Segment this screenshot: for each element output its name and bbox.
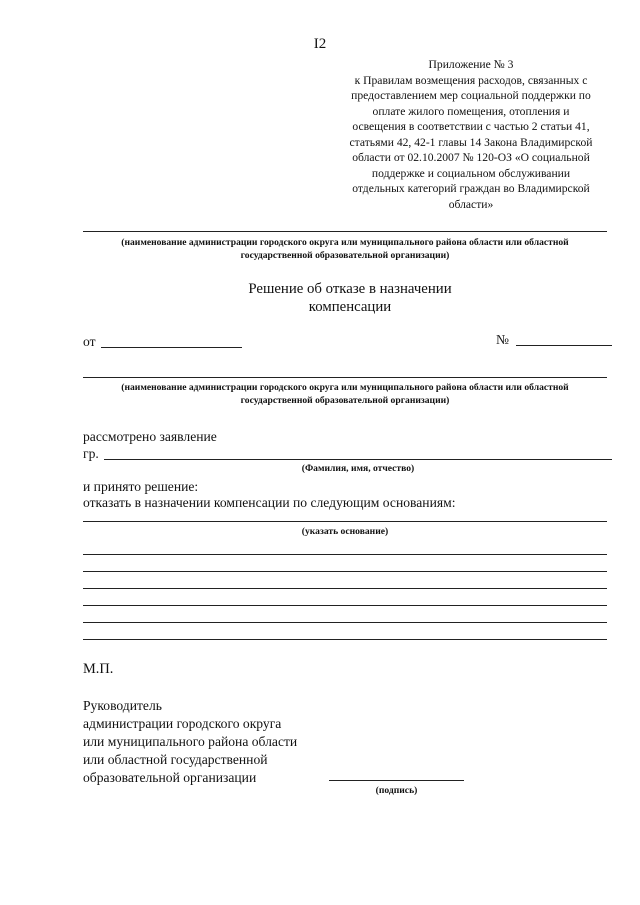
signatory-block <box>83 697 297 787</box>
organization-caption-2 <box>60 381 630 407</box>
reason-continuation-line[interactable] <box>83 588 607 589</box>
reason-continuation-line[interactable] <box>83 622 607 623</box>
reason-continuation-line[interactable] <box>83 605 607 606</box>
reason-line[interactable] <box>83 521 607 522</box>
signatory-line: администрации городского округа <box>83 716 282 731</box>
number-field-line[interactable] <box>516 345 612 346</box>
refuse-text: отказать в назначении компенсации по следующим основаниям: <box>83 495 456 510</box>
organization-caption <box>60 236 630 262</box>
organization-name-line-2[interactable] <box>83 377 607 378</box>
reason-continuation-line[interactable] <box>83 639 607 640</box>
date-label: от <box>83 334 96 349</box>
caption-line: государственной образовательной организации) <box>240 395 450 406</box>
decision-text: и принято решение: <box>83 479 199 494</box>
fio-caption: (Фамилия, имя, отчество) <box>301 463 415 474</box>
appendix-line: к Правилам возмещения расходов, связанных с <box>354 73 588 87</box>
appendix-line: отдельных категорий граждан во Владимирской <box>352 182 590 195</box>
appendix-line: статьями 42, 42-1 главы 14 Закона Владимирской <box>349 135 593 149</box>
signatory-line: или областной государственной <box>83 752 268 767</box>
considered-text: рассмотрено заявление <box>83 429 217 444</box>
appendix-line: оплате жилого помещения, отопления и <box>372 104 570 118</box>
caption-line: (наименование администрации городского округа или муниципального района области или областной <box>121 237 569 248</box>
reason-continuation-line[interactable] <box>83 571 607 572</box>
title-line: компенсации <box>308 299 392 315</box>
appendix-line: области от 02.10.2007 № 120-ОЗ «О социальной <box>352 151 590 164</box>
seal-label: М.П. <box>83 661 114 677</box>
reason-caption: (указать основание) <box>301 526 389 537</box>
caption-line: государственной образовательной организации) <box>240 250 450 261</box>
document-title <box>140 280 560 316</box>
signatory-line: или муниципального района области <box>83 734 298 749</box>
signature-line[interactable] <box>329 780 464 781</box>
appendix-line: поддержке и социальном обслуживании <box>371 166 571 180</box>
appendix-title: Приложение № 3 <box>428 58 514 71</box>
organization-name-line[interactable] <box>83 231 607 232</box>
title-line: Решение об отказе в назначении <box>248 281 452 297</box>
appendix-line: предоставлением мер социальной поддержки по <box>351 89 591 102</box>
caption-line: (наименование администрации городского округа или муниципального района области или областной <box>121 382 569 393</box>
citizen-label: гр. <box>83 446 99 461</box>
reason-continuation-line[interactable] <box>83 554 607 555</box>
signatory-line: образовательной организации <box>83 770 257 785</box>
number-label: № <box>496 332 509 347</box>
signatory-line: Руководитель <box>83 698 162 713</box>
signature-caption: (подпись) <box>375 785 418 796</box>
citizen-name-line[interactable] <box>104 459 612 460</box>
appendix-block <box>330 57 612 212</box>
date-field-line[interactable] <box>101 347 242 348</box>
appendix-line: области» <box>448 197 494 211</box>
page-number: I2 <box>313 36 327 52</box>
appendix-line: освещения в соответствии с частью 2 статьи 41, <box>352 120 590 133</box>
